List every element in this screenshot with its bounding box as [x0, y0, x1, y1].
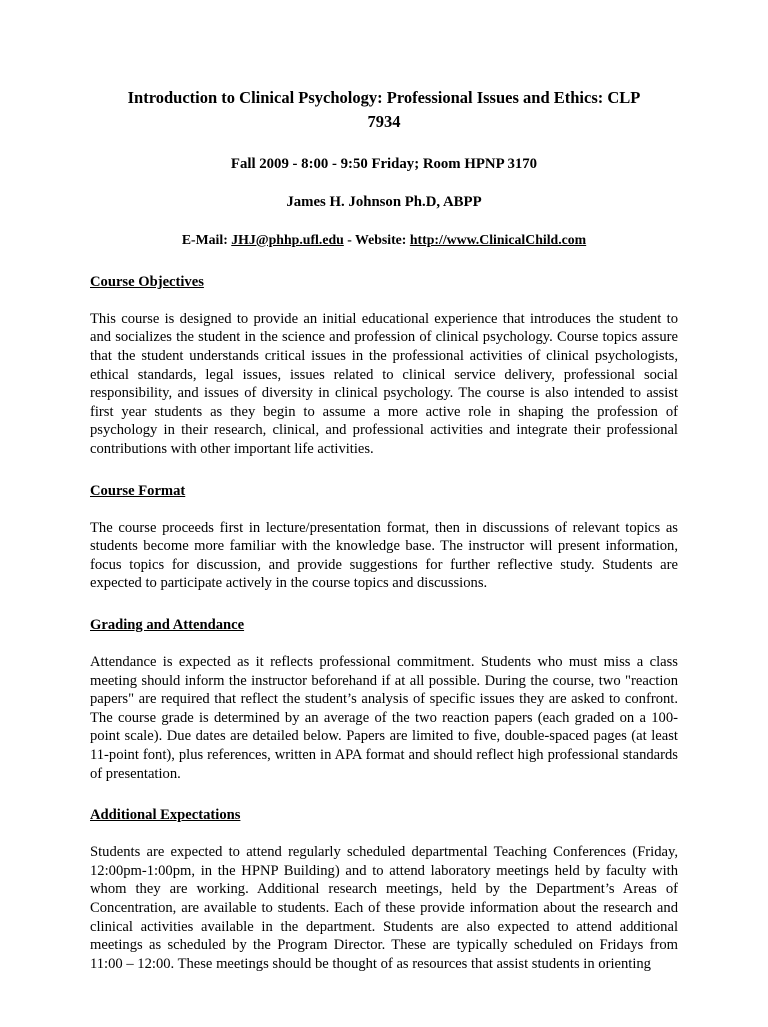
section-course-format — [90, 483, 678, 593]
website-label: - Website: — [347, 231, 407, 247]
section-additional-expectations — [90, 807, 678, 973]
page-title: Introduction to Clinical Psychology: Professional Issues and Ethics: CLP 7934 — [127, 88, 641, 131]
section-body: The course proceeds first in lecture/presentation format, then in discussions of relevant topics as students become more familiar with the knowledge base. The instructor will present information, focus topics for discussion, and provide suggestions for further reflective study. Students are expected to participate actively in the course topics and discussions. — [90, 519, 678, 592]
contact-line — [90, 232, 678, 248]
email-link[interactable]: JHJ@phhp.ufl.edu — [231, 231, 344, 247]
section-heading: Course Format — [90, 482, 186, 499]
website-link[interactable]: http://www.ClinicalChild.com — [409, 231, 587, 247]
section-heading: Course Objectives — [90, 273, 204, 290]
section-heading: Grading and Attendance — [90, 616, 245, 633]
section-heading: Additional Expectations — [90, 807, 241, 824]
section-body: This course is designed to provide an initial educational experience that introduces the student to and socializes the student in the science and profession of clinical psychology. Course topics assure that the student understands critical issues in the professional activities of clinical psychologists, ethical standards, legal issues, issues related to clinical service delivery, professional social responsibility, and issues of diversity in clinical psychology. The course is also intended to assist first year students as they begin to assume a more active role in shaping the profession of psychology in their research, clinical, and professional activities and integrate their professional contributions with other important life activities. — [90, 310, 678, 457]
instructor-line: James H. Johnson Ph.D, ABPP — [286, 193, 482, 210]
section-body: Attendance is expected as it reflects professional commitment. Students who must miss a class meeting should inform the instructor beforehand if at all possible. During the course, two "reaction papers" are required that reflect the student’s analysis of specific issues they are asked to confront. The course grade is determined by an average of the two reaction papers (each graded on a 100-point scale). Due dates are detailed below. Papers are limited to five, double-spaced pages (at least 11-point font), plus references, written in APA format and should reflect high professional standards of presentation. — [90, 653, 678, 782]
section-course-objectives — [90, 274, 678, 459]
section-body: Students are expected to attend regularly scheduled departmental Teaching Conferences (Friday, 12:00pm-1:00pm, in the HPNP Building) and to attend laboratory meetings held by faculty with whom they are working. Additional research meetings, held by the Department’s Areas of Concentration, are available to students. Each of these provide information about the research and clinical activities available in the department. Students are also expected to attend additional meetings as scheduled by the Program Director. These are typically scheduled on Fridays from 11:00 – 12:00. These meetings should be thought of as resources that assist students in orienting — [90, 844, 678, 972]
email-label: E-Mail: — [181, 231, 228, 247]
schedule-line: Fall 2009 - 8:00 - 9:50 Friday; Room HPNP 3170 — [230, 155, 538, 172]
section-grading-and-attendance — [90, 617, 678, 783]
